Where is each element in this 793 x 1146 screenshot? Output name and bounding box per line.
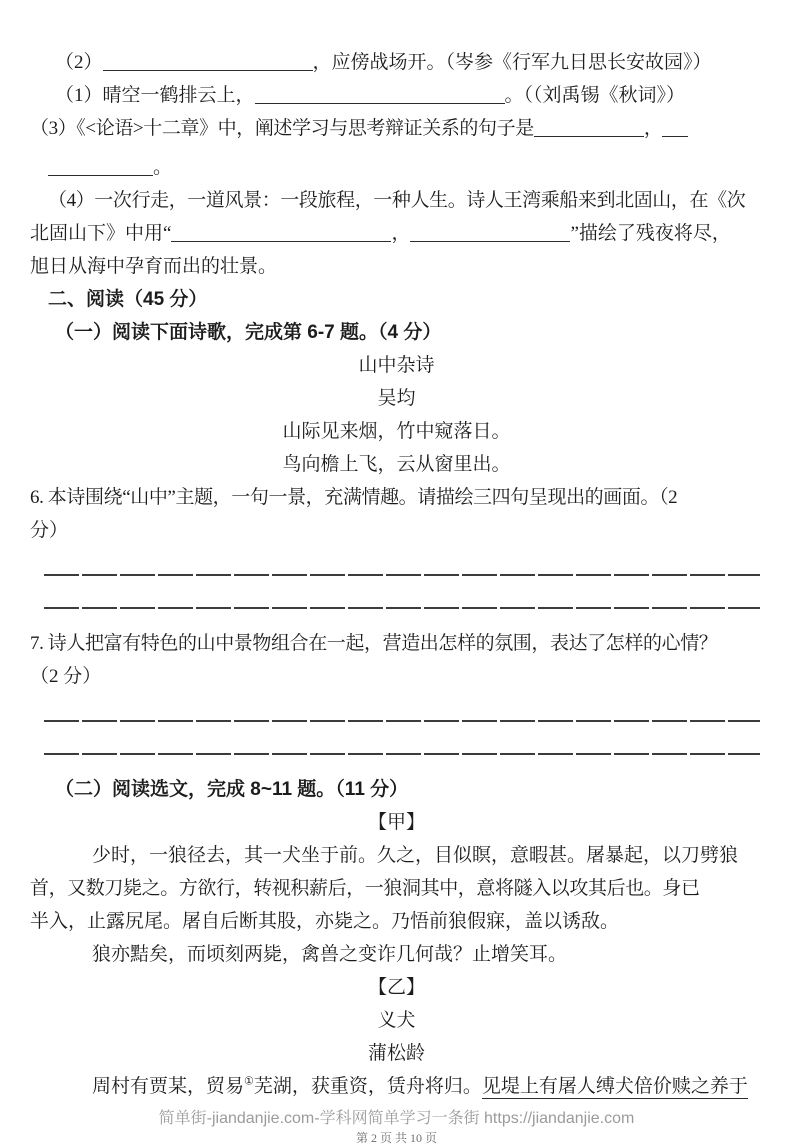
dictation-q1-line bbox=[55, 79, 763, 112]
poem-author: 吴均 bbox=[377, 388, 416, 409]
passage-yi-underlined-text: 见堤上有屠人缚犬倍价赎之养于 bbox=[481, 1076, 748, 1097]
dictation-q3-line2 bbox=[48, 151, 763, 184]
dictation-q3-period: 。 bbox=[153, 157, 173, 178]
passage-jia-line: 半入，止露尻尾。屠自后断其股，亦毙之。乃悟前狼假寐，盖以诱敌。 bbox=[30, 911, 620, 932]
dictation-q4-text4: 旭日从海中孕育而出的壮景。 bbox=[30, 256, 278, 277]
passage-yi-line bbox=[30, 1070, 763, 1103]
dictation-q2-text: ，应傍战场开。（岑参《行军九日思长安故园》） bbox=[312, 52, 712, 73]
poem-title: 山中杂诗 bbox=[358, 355, 435, 376]
question-7-line2: （2 分） bbox=[30, 666, 102, 687]
watermark-text: 简单街-jiandanjie.com-学科网简单学习一条街 https://jiandanjie.com bbox=[158, 1110, 635, 1127]
dictation-q2-number: （2） bbox=[55, 52, 103, 73]
dictation-q1-source: 。（（刘禹锡《秋词》） bbox=[504, 85, 686, 106]
dictation-q4-comma: ， bbox=[391, 223, 411, 244]
dictation-q4-text2: 北固山下》中用“ bbox=[30, 223, 172, 244]
reading-section-title: 二、阅读（45 分） bbox=[48, 289, 208, 310]
question-6-line2: 分） bbox=[30, 520, 69, 541]
answer-blank bbox=[48, 175, 153, 176]
poem-line: 鸟向檐上飞，云从窗里出。 bbox=[282, 454, 511, 475]
dictation-q3-comma: ， bbox=[643, 118, 663, 139]
answer-line bbox=[44, 574, 760, 576]
poem-line: 山际见来烟，竹中窥落日。 bbox=[282, 421, 511, 442]
answer-line bbox=[44, 720, 760, 722]
dictation-q3-text: （3）《<论语>十二章》中，阐述学习与思考辩证关系的句子是 bbox=[30, 118, 534, 139]
passage-yi-author: 蒲松龄 bbox=[367, 1043, 425, 1064]
dictation-q1-text: （1）晴空一鹤排云上， bbox=[55, 85, 255, 106]
question-7-line1: 7. 诗人把富有特色的山中景物组合在一起，营造出怎样的氛围，表达了怎样的心情？ bbox=[30, 633, 718, 654]
answer-line bbox=[44, 753, 760, 755]
part1-heading: （一）阅读下面诗歌，完成第 6-7 题。（4 分） bbox=[55, 322, 442, 343]
dictation-q4-text1: （4）一次行走，一道风景：一段旅程，一种人生。诗人王湾乘船来到北固山，在《次 bbox=[48, 190, 746, 211]
passage-jia-line: 狼亦黠矣，而顷刻两毙，禽兽之变诈几何哉？止增笑耳。 bbox=[92, 944, 568, 965]
answer-line bbox=[44, 607, 760, 609]
part2-heading: （二）阅读选文，完成 8~11 题。（11 分） bbox=[55, 779, 409, 800]
passage-yi-text2: 芜湖，获重资，赁舟将归。 bbox=[253, 1076, 482, 1097]
passage-yi-title: 义犬 bbox=[377, 1010, 416, 1031]
passage-yi-label: 【乙】 bbox=[367, 977, 425, 998]
answer-blank bbox=[103, 70, 313, 71]
answer-blank bbox=[410, 241, 570, 242]
answer-blank bbox=[255, 103, 505, 104]
passage-jia-line: 首，又数刀毙之。方欲行，转视积薪后，一狼洞其中，意将隧入以攻其后也。身已 bbox=[30, 878, 700, 899]
dictation-q2-line bbox=[55, 46, 763, 79]
dictation-q4-line1 bbox=[48, 184, 763, 217]
question-6-line1: 6. 本诗围绕“山中”主题，一句一景，充满情趣。请描绘三四句呈现出的画面。（2 bbox=[30, 487, 678, 508]
passage-jia-label: 【甲】 bbox=[367, 812, 425, 833]
passage-yi-text1: 周村有贾某，贸易 bbox=[92, 1076, 245, 1097]
answer-blank bbox=[171, 241, 391, 242]
dictation-q4-line2 bbox=[30, 217, 763, 250]
answer-blank bbox=[662, 136, 688, 137]
dictation-q4-line3 bbox=[30, 250, 763, 283]
footnote-marker: ① bbox=[244, 1075, 254, 1088]
page-number-info: 第 2 页 共 10 页 bbox=[355, 1131, 437, 1145]
dictation-q3-line1 bbox=[30, 112, 763, 145]
dictation-q4-text3: ”描绘了残夜将尽， bbox=[570, 223, 731, 244]
passage-jia-line: 少时，一狼径去，其一犬坐于前。久之，目似瞑，意暇甚。屠暴起，以刀劈狼 bbox=[92, 845, 739, 866]
answer-blank bbox=[534, 136, 644, 137]
